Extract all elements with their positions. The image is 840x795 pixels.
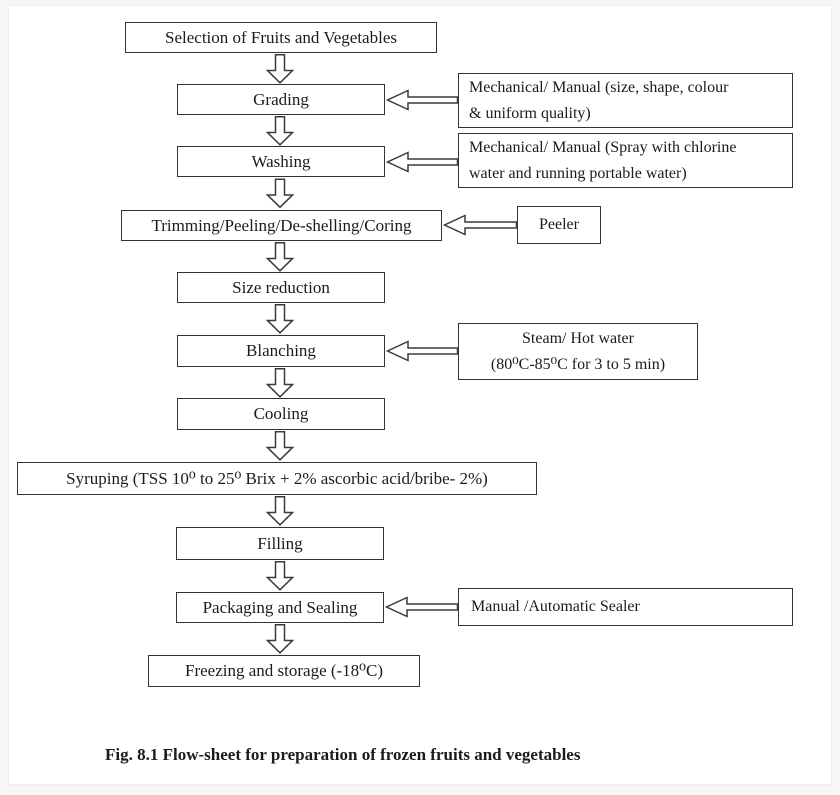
note-line: Mechanical/ Manual (size, shape, colour xyxy=(469,79,729,96)
annotation-arrow-left xyxy=(386,151,458,173)
note-blanching-method xyxy=(458,323,698,380)
flow-arrow-down xyxy=(266,304,294,334)
step-trimming-peeling: Trimming/Peeling/De-shelling/Coring xyxy=(121,210,442,241)
note-washing-method xyxy=(458,133,793,188)
note-line: water and running portable water) xyxy=(469,165,687,182)
note-line: Steam/ Hot water xyxy=(522,329,634,347)
note-grading-method xyxy=(458,73,793,128)
note-line: Mechanical/ Manual (Spray with chlorine xyxy=(469,139,737,156)
step-cooling: Cooling xyxy=(177,398,385,430)
flow-arrow-down xyxy=(266,624,294,654)
note-line: Peeler xyxy=(539,216,579,233)
flow-arrow-down xyxy=(266,561,294,591)
note-line: Manual /Automatic Sealer xyxy=(471,598,640,615)
step-selection: Selection of Fruits and Vegetables xyxy=(125,22,437,53)
step-packaging-sealing: Packaging and Sealing xyxy=(176,592,384,623)
note-peeler xyxy=(517,206,601,244)
step-size-reduction: Size reduction xyxy=(177,272,385,303)
flow-arrow-down xyxy=(266,54,294,84)
flow-arrow-down xyxy=(266,368,294,398)
flow-arrow-down xyxy=(266,431,294,461)
note-line: (80⁰C-85⁰C for 3 to 5 min) xyxy=(490,355,666,373)
annotation-arrow-left xyxy=(386,340,458,362)
step-syruping: Syruping (TSS 10⁰ to 25⁰ Brix + 2% ascorbic acid/bribe- 2%) xyxy=(17,462,537,495)
annotation-arrow-left xyxy=(443,214,517,236)
annotation-arrow-left xyxy=(386,89,458,111)
step-filling: Filling xyxy=(176,527,384,560)
step-washing: Washing xyxy=(177,146,385,177)
step-freezing-storage: Freezing and storage (-18⁰C) xyxy=(148,655,420,687)
note-sealer xyxy=(458,588,793,626)
figure-caption: Fig. 8.1 Flow-sheet for preparation of frozen fruits and vegetables xyxy=(105,745,581,764)
flow-arrow-down xyxy=(266,496,294,526)
note-line: & uniform quality) xyxy=(469,105,591,122)
step-blanching: Blanching xyxy=(177,335,385,367)
flow-arrow-down xyxy=(266,242,294,272)
step-grading: Grading xyxy=(177,84,385,115)
flow-arrow-down xyxy=(266,178,294,209)
flow-arrow-down xyxy=(266,116,294,146)
annotation-arrow-left xyxy=(385,596,458,618)
